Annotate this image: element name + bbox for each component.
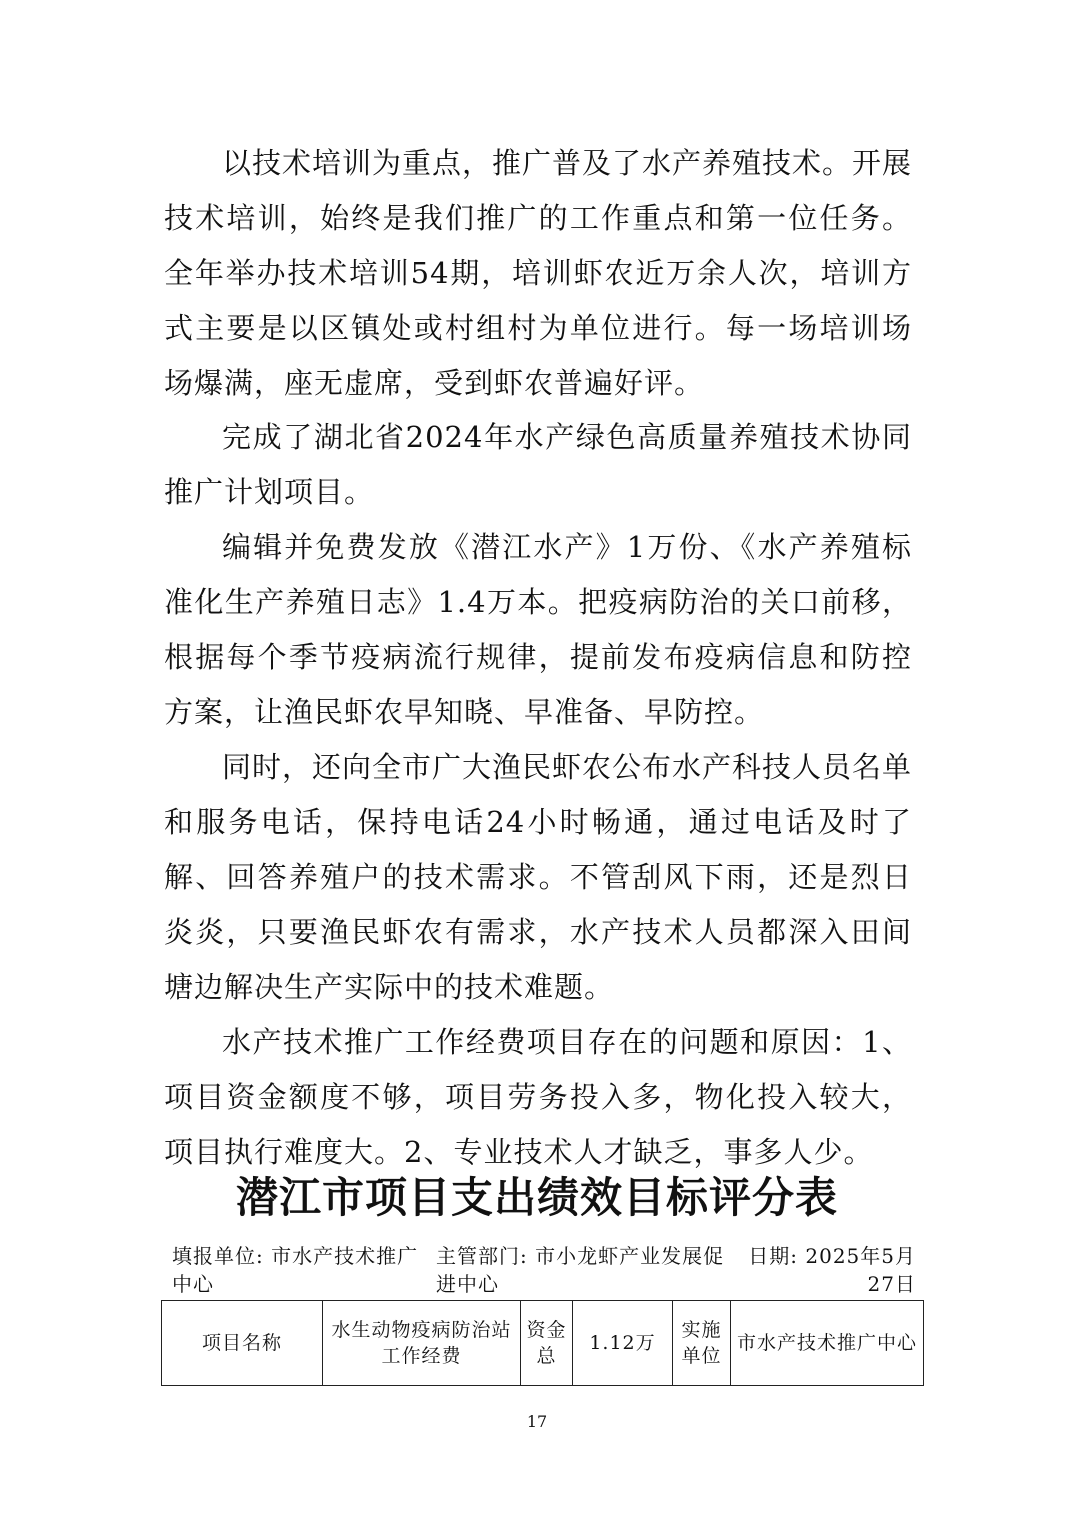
meta-unit-value: 市水产技术推广中心 bbox=[172, 1244, 419, 1296]
fund-total-value: 1.12万 bbox=[573, 1301, 673, 1386]
meta-dept-value: 市小龙虾产业发展促进中心 bbox=[436, 1244, 725, 1296]
meta-supervising-dept bbox=[436, 1242, 726, 1298]
paragraph-hotline: 同时，还向全市广大渔民虾农公布水产科技人员名单和服务电话，保持电话24小时畅通，通过电话及时了解、回答养殖户的技术需求。不管刮风下雨，还是烈日炎炎，只要渔民虾农有需求，水产技术人员都深入田间塘边解决生产实际中的技术难题。 bbox=[164, 750, 913, 1004]
impl-unit-value: 市水产技术推广中心 bbox=[731, 1301, 924, 1386]
project-name-label: 项目名称 bbox=[162, 1301, 323, 1386]
project-name-value: 水生动物疫病防治站工作经费 bbox=[323, 1301, 521, 1386]
paragraph-training: 以技术培训为重点，推广普及了水产养殖技术。开展技术培训，始终是我们推广的工作重点和第一位任务。全年举办技术培训54期，培训虾农近万余人次，培训方式主要是以区镇处或村组村为单位进行。每一场培训场场爆满，座无虚席，受到虾农普遍好评。 bbox=[164, 146, 913, 400]
paragraph-problems: 水产技术推广工作经费项目存在的问题和原因：1、项目资金额度不够，项目劳务投入多，物化投入较大，项目执行难度大。2、专业技术人才缺乏，事多人少。 bbox=[164, 1025, 912, 1169]
meta-date-value: 2025年5月27日 bbox=[805, 1244, 916, 1296]
meta-date bbox=[740, 1242, 916, 1298]
paragraph-publications: 编辑并免费发放《潜江水产》1万份、《水产养殖标准化生产养殖日志》1.4万本。把疫病防治的关口前移，根据每个季节疫病流行规律，提前发布疫病信息和防控方案，让渔民虾农早知晓、早准备、早防控。 bbox=[164, 530, 912, 729]
impl-unit-label: 实施单位 bbox=[673, 1301, 731, 1386]
paragraph-project: 完成了湖北省2024年水产绿色高质量养殖技术协同推广计划项目。 bbox=[164, 420, 912, 509]
table-title: 潜江市项目支出绩效目标评分表 bbox=[235, 1173, 838, 1222]
meta-date-label: 日期: bbox=[748, 1244, 799, 1268]
meta-unit-label: 填报单位: bbox=[172, 1244, 264, 1268]
meta-dept-label: 主管部门: bbox=[436, 1244, 528, 1268]
score-table bbox=[161, 1300, 924, 1386]
table-row bbox=[162, 1301, 924, 1386]
page-number: 17 bbox=[526, 1412, 548, 1431]
fund-total-label: 资金总 bbox=[521, 1301, 573, 1386]
meta-reporting-unit bbox=[172, 1242, 420, 1298]
